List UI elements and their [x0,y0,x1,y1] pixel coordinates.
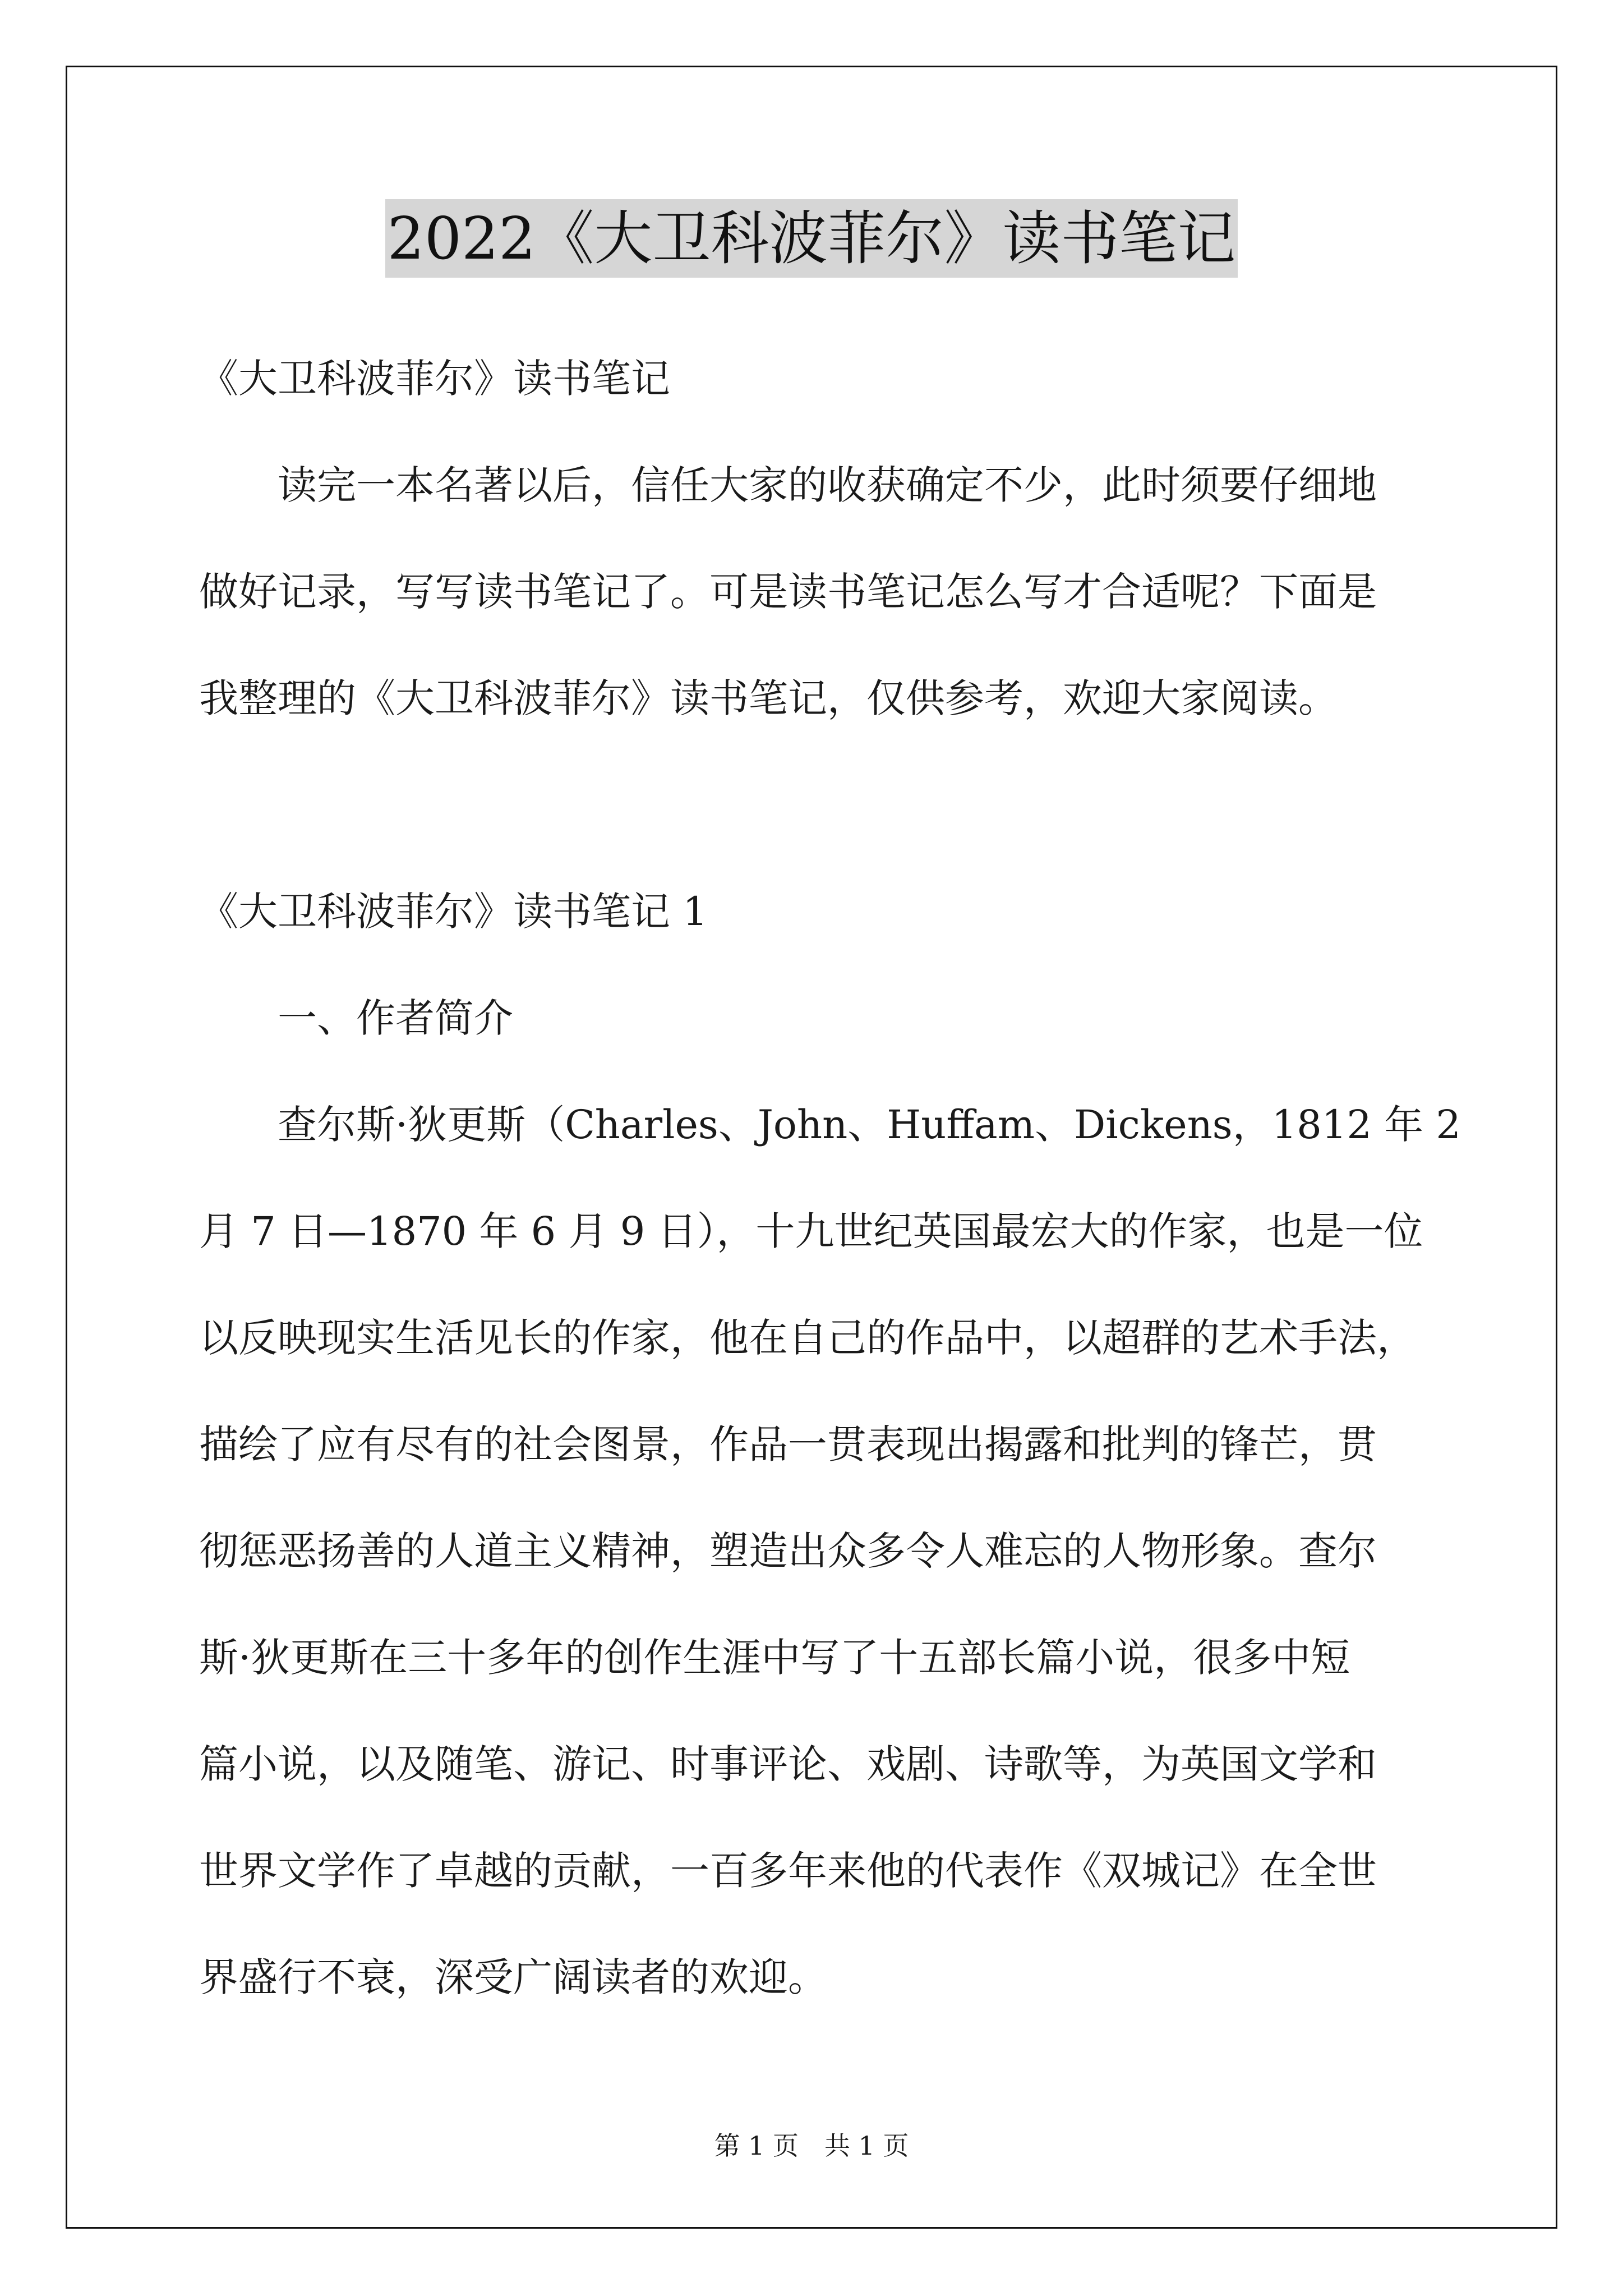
body-line-1: 查尔斯·狄更斯（Charles、John、Huffam、Dickens，1812 年 2 [278,1102,1461,1148]
title-container [0,199,1623,278]
body-line-7: 篇小说，以及随笔、游记、时事评论、戏剧、诗歌等，为英国文学和 [199,1741,1377,1787]
intro-line-2: 做好记录，写写读书笔记了。可是读书笔记怎么写才合适呢？下面是 [199,569,1377,615]
sub-heading: 一、作者简介 [278,995,513,1041]
intro-line-3: 我整理的《大卫科波菲尔》读书笔记，仅供参考，欢迎大家阅读。 [199,675,1338,721]
section-heading: 《大卫科波菲尔》读书笔记 1 [199,889,708,935]
body-line-9: 界盛行不衰，深受广阔读者的欢迎。 [199,1954,827,2000]
page-number-footer: 第 1 页 共 1 页 [714,2131,909,2161]
intro-line-1: 读完一本名著以后，信任大家的收获确定不少，此时须要仔细地 [278,462,1377,508]
body-line-3: 以反映现实生活见长的作家，他在自己的作品中，以超群的艺术手法， [199,1315,1416,1361]
body-line-8: 世界文学作了卓越的贡献，一百多年来他的代表作《双城记》在全世 [199,1848,1377,1894]
document-title: 2022《大卫科波菲尔》读书笔记 [385,199,1238,278]
body-line-4: 描绘了应有尽有的社会图景，作品一贯表现出揭露和批判的锋芒，贯 [199,1421,1377,1467]
body-line-6: 斯·狄更斯在三十多年的创作生涯中写了十五部长篇小说，很多中短 [199,1635,1350,1681]
body-line-2: 月 7 日—1870 年 6 月 9 日），十九世纪英国最宏大的作家，也是一位 [199,1208,1423,1254]
body-line-5: 彻惩恶扬善的人道主义精神，塑造出众多令人难忘的人物形象。查尔 [199,1528,1377,1574]
document-subtitle: 《大卫科波菲尔》读书笔记 [199,356,670,402]
